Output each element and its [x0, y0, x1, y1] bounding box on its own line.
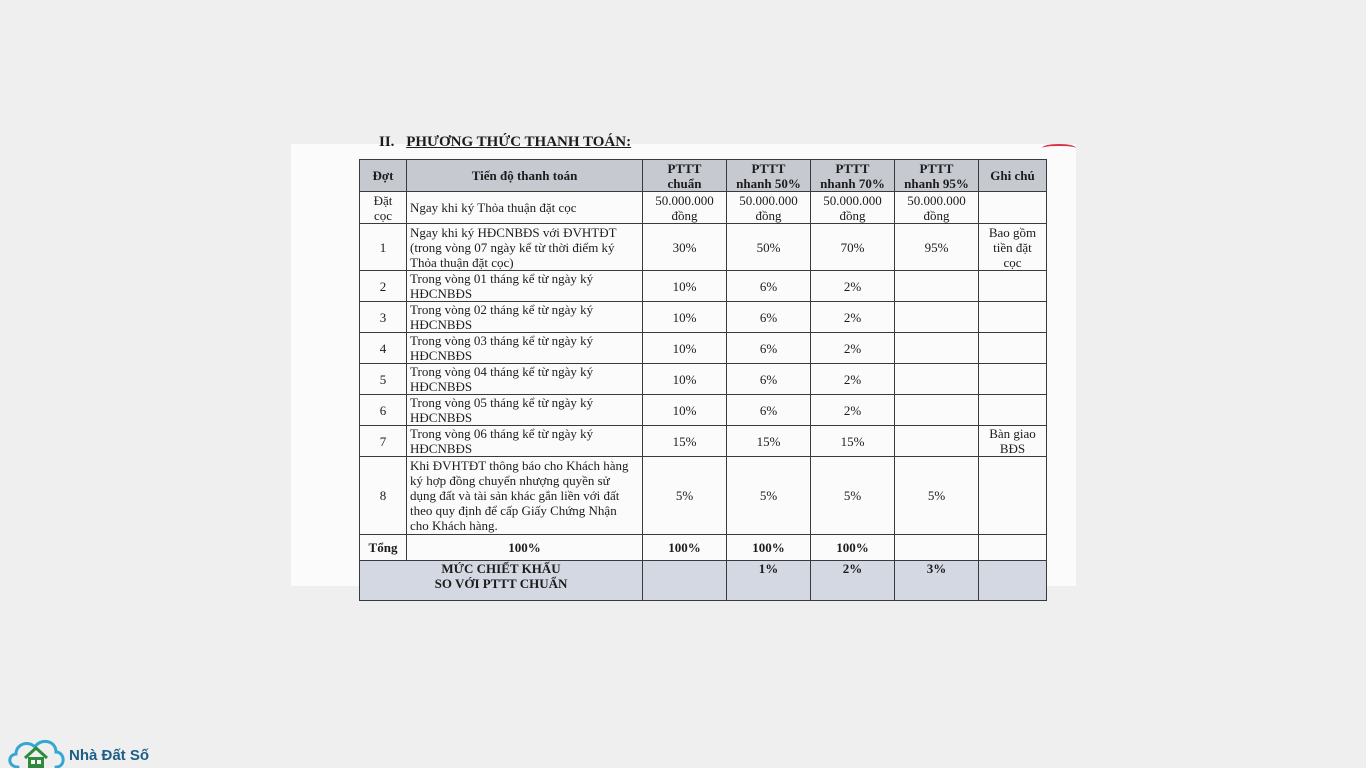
cell-line: Đặt — [373, 192, 393, 208]
cell-line: 50.000.000 — [739, 192, 798, 208]
cell-note — [979, 302, 1047, 333]
cell-line: Trong vòng 06 tháng kể từ ngày ký — [410, 426, 594, 441]
cell-note — [979, 192, 1047, 224]
cell-line: 15% — [756, 433, 781, 449]
total-label: Tổng — [360, 535, 407, 561]
cell-line: 2% — [843, 309, 862, 325]
cell-line: 5% — [759, 488, 778, 503]
cell-dot — [360, 192, 407, 224]
brand-logo[interactable] — [6, 733, 149, 768]
cell-dot — [360, 224, 407, 271]
table-row — [360, 271, 1047, 302]
cell-line: 5% — [675, 488, 694, 503]
cell-chuan — [643, 333, 727, 364]
cell-line: theo quy định để cấp Giấy Chứng Nhận — [410, 503, 617, 518]
cell-nhanh-70 — [811, 271, 895, 302]
cell-milestone — [407, 302, 643, 333]
cell-line: MỨC CHIẾT KHẤU — [441, 561, 561, 576]
table-row — [360, 302, 1047, 333]
cell-line: SO VỚI PTTT CHUẨN — [434, 576, 568, 591]
cell-line: HĐCNBĐS — [410, 317, 473, 332]
cell-nhanh-95 — [895, 364, 979, 395]
cell-line: HĐCNBĐS — [410, 441, 473, 456]
cell-chuan — [643, 395, 727, 426]
cell-nhanh-50 — [727, 271, 811, 302]
cell-line: Khi ĐVHTĐT thông báo cho Khách hàng — [410, 458, 629, 473]
cell-line: cọc — [1003, 254, 1022, 270]
cell-line: 2% — [843, 340, 862, 356]
cell-line: nhanh 95% — [904, 175, 969, 191]
cell-line: 2% — [843, 278, 862, 294]
cell-line: 50.000.000 — [655, 192, 714, 208]
cell-line: 2% — [843, 371, 862, 387]
cell-line: cọc — [373, 207, 393, 223]
cell-line: Trong vòng 03 tháng kể từ ngày ký — [410, 333, 594, 348]
cell-line: 6% — [759, 371, 778, 387]
cell-line: Trong vòng 04 tháng kể từ ngày ký — [410, 364, 594, 379]
payment-schedule-table — [359, 159, 1047, 601]
cell-line: 6% — [759, 309, 778, 325]
cell-line: 2 — [379, 278, 387, 294]
cell-line: 5 — [379, 371, 387, 387]
cell-milestone — [407, 395, 643, 426]
cell-line: đồng — [671, 207, 698, 223]
cell-line: 3 — [379, 309, 387, 325]
cell-milestone — [407, 364, 643, 395]
total-nhanh-70: 100% — [811, 535, 895, 561]
cell-line: Trong vòng 05 tháng kể từ ngày ký — [410, 395, 594, 410]
cell-chuan — [643, 271, 727, 302]
cell-nhanh-95 — [895, 426, 979, 457]
cell-line: 30% — [672, 239, 697, 255]
discount-nhanh-95: 3% — [895, 561, 979, 601]
cell-chuan — [643, 457, 727, 535]
cell-chuan — [643, 426, 727, 457]
cell-line: 50.000.000 — [823, 192, 882, 208]
house-cloud-icon — [6, 733, 66, 768]
header-ghi-chu: Ghi chú — [979, 160, 1047, 192]
cell-line: 10% — [672, 371, 697, 387]
cell-line: PTTT — [667, 160, 702, 176]
cell-dot — [360, 271, 407, 302]
cell-nhanh-70 — [811, 192, 895, 224]
cell-note — [979, 457, 1047, 535]
cell-milestone — [407, 457, 643, 535]
cell-milestone — [407, 192, 643, 224]
cell-nhanh-95 — [895, 271, 979, 302]
cell-line: Ngay khi ký HĐCNBĐS với ĐVHTĐT — [410, 224, 617, 240]
cell-nhanh-50 — [727, 457, 811, 535]
cell-dot — [360, 395, 407, 426]
cell-dot — [360, 333, 407, 364]
cell-line: cho Khách hàng. — [410, 518, 498, 533]
total-tien-do: 100% — [407, 535, 643, 561]
cell-line: PTTT — [919, 160, 954, 176]
cell-line: Thỏa thuận đặt cọc) — [410, 254, 514, 270]
header-tien-do: Tiến độ thanh toán — [407, 160, 643, 192]
cell-dot — [360, 457, 407, 535]
total-chuan: 100% — [643, 535, 727, 561]
cell-line: 7 — [379, 433, 387, 449]
table-row — [360, 457, 1047, 535]
cell-line: 50.000.000 — [907, 192, 966, 208]
total-row — [360, 535, 1047, 561]
cell-line: tiền đặt — [993, 239, 1032, 255]
cell-nhanh-95 — [895, 192, 979, 224]
cell-line: 50% — [756, 239, 781, 255]
discount-nhanh-50: 1% — [727, 561, 811, 601]
header-nhanh-50 — [727, 160, 811, 192]
cell-dot — [360, 302, 407, 333]
cell-nhanh-50 — [727, 333, 811, 364]
cell-line: nhanh 50% — [736, 175, 801, 191]
cell-line: chuẩn — [667, 175, 702, 191]
cell-line: 2% — [843, 402, 862, 418]
cell-line: đồng — [923, 207, 950, 223]
cell-line: HĐCNBĐS — [410, 379, 473, 394]
cell-note — [979, 333, 1047, 364]
table-header-row — [360, 160, 1047, 192]
table-row — [360, 224, 1047, 271]
cell-note — [979, 224, 1047, 271]
discount-nhanh-70: 2% — [811, 561, 895, 601]
total-nhanh-50: 100% — [727, 535, 811, 561]
cell-note — [979, 395, 1047, 426]
table-row — [360, 426, 1047, 457]
cell-line: HĐCNBĐS — [410, 348, 473, 363]
table-row — [360, 364, 1047, 395]
cell-line: Bao gồm — [988, 224, 1037, 240]
cell-note — [979, 426, 1047, 457]
cell-line: 6% — [759, 278, 778, 294]
cell-milestone — [407, 426, 643, 457]
cell-line: 8 — [379, 488, 387, 503]
cell-nhanh-50 — [727, 426, 811, 457]
cell-line: Bàn giao — [989, 426, 1036, 441]
cell-line: HĐCNBĐS — [410, 410, 473, 425]
cell-note — [979, 364, 1047, 395]
table-row — [360, 395, 1047, 426]
cell-nhanh-50 — [727, 302, 811, 333]
cell-line: đồng — [755, 207, 782, 223]
cell-nhanh-70 — [811, 457, 895, 535]
header-dot: Đợt — [360, 160, 407, 192]
table-row — [360, 333, 1047, 364]
cell-line: 10% — [672, 340, 697, 356]
cell-nhanh-95 — [895, 395, 979, 426]
cell-chuan — [643, 364, 727, 395]
cell-nhanh-70 — [811, 395, 895, 426]
cell-line: 1 — [379, 239, 387, 255]
cell-line: 70% — [840, 239, 865, 255]
cell-line: Ngay khi ký Thỏa thuận đặt cọc — [410, 200, 577, 215]
cell-nhanh-70 — [811, 302, 895, 333]
cell-nhanh-70 — [811, 224, 895, 271]
cell-line: 6% — [759, 340, 778, 356]
cell-nhanh-95 — [895, 224, 979, 271]
cell-line: Trong vòng 01 tháng kể từ ngày ký — [410, 271, 594, 286]
header-nhanh-70 — [811, 160, 895, 192]
cell-dot — [360, 426, 407, 457]
cell-line: HĐCNBĐS — [410, 286, 473, 301]
cell-line: 6% — [759, 402, 778, 418]
cell-nhanh-95 — [895, 457, 979, 535]
cell-chuan — [643, 224, 727, 271]
cell-note — [979, 271, 1047, 302]
cell-dot — [360, 364, 407, 395]
header-nhanh-95 — [895, 160, 979, 192]
cell-line: 4 — [379, 340, 387, 356]
discount-row — [360, 561, 1047, 601]
cell-line: 10% — [672, 278, 697, 294]
header-chuan — [643, 160, 727, 192]
cell-chuan — [643, 302, 727, 333]
cell-line: 6 — [379, 402, 387, 418]
cell-line: đồng — [839, 207, 866, 223]
cell-line: BĐS — [999, 441, 1026, 456]
cell-line: ký hợp đồng chuyển nhượng quyền sử — [410, 473, 610, 488]
cell-milestone — [407, 333, 643, 364]
table-row — [360, 192, 1047, 224]
total-nhanh-95 — [895, 535, 979, 561]
section-title-text: PHƯƠNG THỨC THANH TOÁN: — [406, 134, 632, 150]
document-scan — [291, 134, 1076, 591]
cell-nhanh-70 — [811, 364, 895, 395]
brand-name: Nhà Đất Số — [69, 747, 150, 764]
cell-line: 15% — [840, 433, 865, 449]
discount-label — [360, 561, 643, 601]
cell-line: Trong vòng 02 tháng kể từ ngày ký — [410, 302, 594, 317]
cell-chuan — [643, 192, 727, 224]
total-note — [979, 535, 1047, 561]
cell-nhanh-95 — [895, 333, 979, 364]
cell-milestone — [407, 271, 643, 302]
cell-nhanh-70 — [811, 426, 895, 457]
section-title — [379, 134, 631, 151]
cell-line: PTTT — [751, 160, 786, 176]
cell-nhanh-50 — [727, 364, 811, 395]
cell-line: 95% — [924, 239, 949, 255]
section-number: II. — [379, 134, 395, 150]
cell-nhanh-70 — [811, 333, 895, 364]
discount-note — [979, 561, 1047, 601]
cell-line: 10% — [672, 402, 697, 418]
cell-line: 5% — [927, 488, 946, 503]
cell-line: 15% — [672, 433, 697, 449]
cell-line: 5% — [843, 488, 862, 503]
cell-nhanh-50 — [727, 395, 811, 426]
cell-line: 10% — [672, 309, 697, 325]
red-stamp-mark — [1042, 144, 1076, 152]
cell-nhanh-50 — [727, 192, 811, 224]
cell-nhanh-95 — [895, 302, 979, 333]
cell-line: nhanh 70% — [820, 175, 885, 191]
cell-nhanh-50 — [727, 224, 811, 271]
cell-line: (trong vòng 07 ngày kể từ thời điểm ký — [410, 239, 615, 255]
cell-milestone — [407, 224, 643, 271]
cell-line: PTTT — [835, 160, 870, 176]
discount-chuan — [643, 561, 727, 601]
cell-line: dụng đất và tài sản khác gắn liền với đất — [410, 488, 620, 503]
